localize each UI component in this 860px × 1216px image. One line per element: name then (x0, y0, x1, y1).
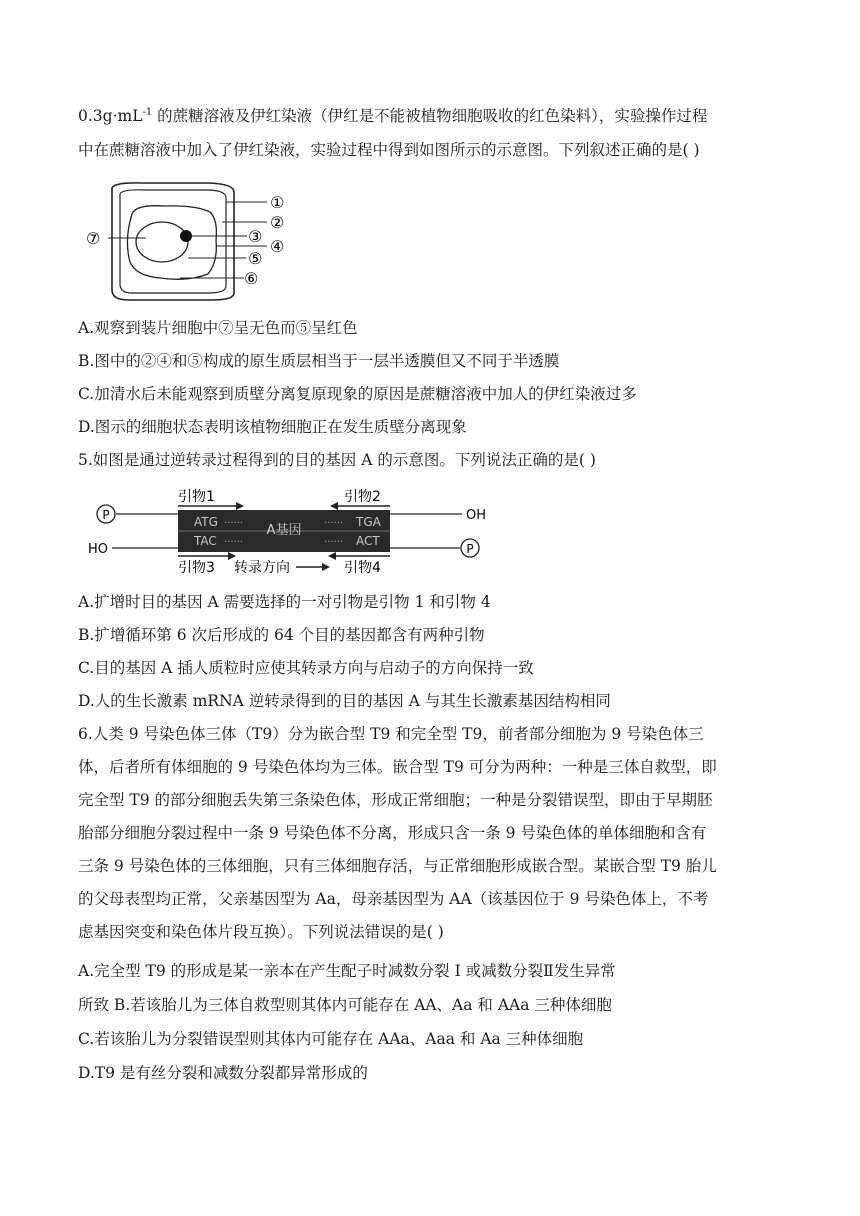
q5-option-c: C.目的基因 A 插人质粒时应使其转录方向与启动子的方向保持一致 (78, 659, 534, 677)
label-6: ⑥ (244, 269, 259, 288)
q4-option-c: C.加清水后未能观察到质壁分离复原现象的原因是蔗糖溶液中加人的伊红染液过多 (78, 385, 637, 403)
q6-option-line: A.完全型 T9 的形成是某一亲本在产生配子时减数分裂 I 或减数分裂Ⅱ发生异常 (78, 962, 616, 980)
q6-stem-line: 虑基因突变和染色体片段互换）。下列说法错误的是( ) (78, 923, 444, 941)
q5-option-b: B.扩增循环第 6 次后形成的 64 个目的基因都含有两种引物 (78, 626, 485, 644)
primer-2-label: 引物2 (344, 489, 381, 505)
q6-stem-line: 的父母表型均正常，父亲基因型为 Aa，母亲基因型为 AA（该基因位于 9 号染色体上，不考 (78, 890, 709, 908)
q4-option-b: B.图中的②④和⑤构成的原生质层相当于一层半透膜但又不同于半透膜 (78, 352, 560, 370)
codon-tga: TGA (356, 515, 381, 529)
codon-tac: TAC (194, 534, 217, 548)
intro-text: 的蔗糖溶液及伊红染液（伊红是不能被植物细胞吸收的红色染料），实验操作过程 (152, 107, 708, 125)
oh-label: OH (466, 508, 487, 523)
phosphate-label: P (102, 508, 110, 522)
dots: ······ (224, 518, 244, 529)
gene-label: A基因 (266, 523, 302, 538)
label-4: ④ (270, 237, 285, 256)
intro-line-1 (78, 106, 707, 126)
q6-stem-line: 三条 9 号染色体的三体细胞，只有三体细胞存活，与正常细胞形成嵌合型。某嵌合型 T9 胎儿 (78, 857, 717, 875)
gene-figure (86, 484, 506, 580)
q6-option-line: C.若该胎儿为分裂错误型则其体内可能存在 AAa、Aaa 和 Aa 三种体细胞 (78, 1030, 584, 1048)
primer-4-arrowhead (328, 552, 336, 560)
primer-2-arrowhead (330, 502, 338, 510)
primer-3-label: 引物3 (178, 560, 215, 576)
direction-label: 转录方向 (234, 560, 290, 576)
dots: ······ (324, 518, 344, 529)
q4-option-a: A.观察到装片细胞中⑦呈无色而⑤呈红色 (78, 319, 358, 337)
q6-option-line: D.T9 是有丝分裂和减数分裂都异常形成的 (78, 1064, 368, 1082)
codon-act: ACT (356, 534, 380, 548)
protoplast-membrane (127, 206, 216, 280)
intro-text: 0.3g·mL (78, 107, 143, 125)
q5-stem: 5.如图是通过逆转录过程得到的目的基因 A 的示意图。下列说法正确的是( ) (78, 451, 596, 469)
q6-option-line: 所致 B.若该胎儿为三体自救型则其体内可能存在 AA、Aa 和 AAa 三种体细胞 (78, 996, 612, 1014)
q6-stem-line: 完全型 T9 的部分细胞丢失第三条染色体，形成正常细胞；一种是分裂错误型，即由于早期胚 (78, 791, 713, 809)
primer-1-label: 引物1 (178, 489, 215, 505)
q5-option-a: A.扩增时目的基因 A 需要选择的一对引物是引物 1 和引物 4 (78, 593, 491, 611)
q6-stem-line: 6.人类 9 号染色体三体（T9）分为嵌合型 T9 和完全型 T9，前者部分细胞为 9 号染色体三 (78, 725, 704, 743)
superscript: -1 (142, 106, 153, 118)
phosphate-label: P (466, 542, 474, 556)
label-7: ⑦ (86, 229, 101, 248)
codon-atg: ATG (194, 515, 218, 529)
q4-option-d: D.图示的细胞状态表明该植物细胞正在发生质壁分离现象 (78, 418, 467, 436)
vacuole (136, 222, 188, 262)
q6-stem-line: 体，后者所有体细胞的 9 号染色体均为三体。嵌合型 T9 可分为两种：一种是三体自救型，即 (78, 758, 717, 776)
primer-3-arrowhead (228, 552, 236, 560)
q5-option-d: D.人的生长激素 mRNA 逆转录得到的目的基因 A 与其生长激素基因结构相同 (78, 692, 611, 710)
direction-arrowhead (322, 563, 330, 571)
primer-1-arrowhead (236, 502, 244, 510)
plant-cell-figure (84, 178, 294, 302)
q6-stem-line: 胎部分细胞分裂过程中一条 9 号染色体不分离，形成只含一条 9 号染色体的单体细胞和含有 (78, 824, 707, 842)
label-5: ⑤ (248, 249, 263, 268)
primer-4-label: 引物4 (344, 560, 381, 576)
dots: ······ (224, 537, 244, 548)
label-1: ① (270, 193, 285, 212)
intro-line-2: 中在蔗糖溶液中加入了伊红染液，实验过程中得到如图所示的示意图。下列叙述正确的是( ) (78, 141, 700, 159)
ho-label: HO (88, 542, 109, 557)
label-3: ③ (248, 227, 263, 246)
dots: ······ (324, 537, 344, 548)
label-2: ② (270, 213, 285, 232)
